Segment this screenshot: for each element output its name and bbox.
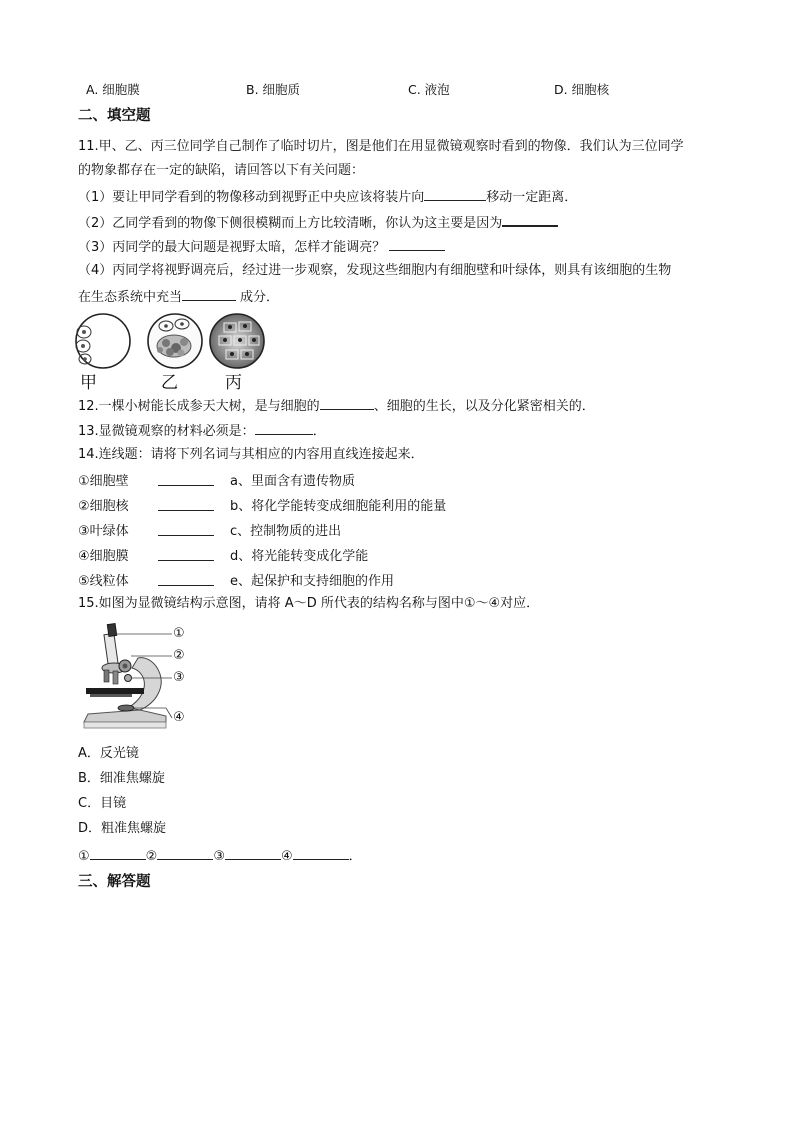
option-a: A. 细胞膜: [86, 82, 140, 97]
answer-blank[interactable]: [320, 396, 374, 410]
field-label-yi: 乙: [161, 373, 178, 393]
field-bing: [210, 314, 264, 368]
q14-desc: c、控制物质的进出: [230, 524, 342, 539]
answer-blank[interactable]: [389, 237, 445, 251]
match-blank[interactable]: [158, 560, 214, 561]
field-jia: [76, 314, 130, 368]
answer-blank[interactable]: [225, 846, 281, 860]
answer-marker: ①: [78, 849, 90, 864]
q12-text: 12.一棵小树能长成参天大树，是与细胞的: [78, 399, 320, 414]
marker-1: ①: [173, 626, 185, 641]
match-blank[interactable]: [158, 485, 214, 486]
marker-3: ③: [173, 670, 185, 685]
marker-2: ②: [173, 648, 185, 663]
q12-tail: 、细胞的生长，以及分化紧密相关的．: [373, 399, 595, 414]
answer-blank[interactable]: [255, 421, 313, 435]
q15-answer-line: [78, 846, 362, 866]
q15-title: 15.如图为显微镜结构示意图，请将 A～D 所代表的结构名称与图中①～④对应．: [78, 596, 540, 611]
answer-blank[interactable]: [182, 287, 236, 301]
q11-part1: [78, 187, 577, 207]
q13-line: [78, 421, 326, 441]
option-d: D. 细胞核: [554, 82, 610, 97]
q12-line: [78, 396, 595, 416]
q11-part4: （4）丙同学将视野调亮后，经过进一步观察，发现这些细胞内有细胞壁和叶绿体，则具有该细胞的生物: [78, 263, 672, 278]
match-blank[interactable]: [158, 535, 214, 536]
answer-blank[interactable]: [502, 212, 558, 227]
q11-part2-text: （2）乙同学看到的物像下侧很模糊而上方比较清晰，你认为这主要是因为: [78, 216, 503, 231]
section-heading-fill-blank: 二、填空题: [78, 108, 151, 124]
answer-marker: ④: [280, 849, 293, 864]
q11-part3-text: （3）丙同学的最大问题是视野太暗，怎样才能调亮？: [78, 240, 386, 255]
q11-part4-cont: [78, 287, 279, 307]
field-label-bing: 丙: [225, 373, 242, 393]
match-blank[interactable]: [158, 585, 214, 586]
field-yi: [148, 314, 202, 368]
q11-part4-tail: 成分．: [240, 290, 280, 305]
q11-line2: 的物象都存在一定的缺陷，请回答以下有关问题：: [78, 163, 365, 178]
answer-blank[interactable]: [90, 846, 146, 860]
section-heading-answer: 三、解答题: [78, 874, 151, 890]
q14-title: 14.连线题：请将下列名词与其相应的内容用直线连接起来．: [78, 447, 424, 462]
q14-desc: e、起保护和支持细胞的作用: [230, 574, 394, 589]
q14-term: ②细胞核: [78, 499, 129, 514]
q14-term: ④细胞膜: [78, 549, 129, 564]
q11-part2: [78, 212, 558, 233]
answer-marker: ②: [145, 849, 158, 864]
answer-marker: ③: [213, 849, 225, 864]
q11-part1-tail: 移动一定距离．: [486, 190, 578, 205]
q14-desc: b、将化学能转变成细胞能利用的能量: [230, 499, 447, 514]
answer-blank[interactable]: [424, 187, 486, 201]
answer-blank[interactable]: [293, 846, 349, 860]
q13-tail: ．: [312, 424, 326, 439]
q13-text: 13.显微镜观察的材料必须是：: [78, 424, 255, 439]
q11-part4-text: 在生态系统中充当: [78, 290, 183, 305]
q14-term: ⑤线粒体: [78, 574, 129, 589]
field-label-jia: 甲: [80, 373, 97, 393]
q14-desc: a、里面含有遗传物质: [230, 474, 355, 489]
q15-option-c: C．目镜: [78, 796, 127, 811]
q14-term: ③叶绿体: [78, 524, 129, 539]
match-blank[interactable]: [158, 510, 214, 511]
q14-term: ①细胞壁: [78, 474, 129, 489]
option-b: B. 细胞质: [246, 82, 301, 97]
q15-option-d: D．粗准焦螺旋: [78, 821, 167, 836]
marker-4: ④: [173, 710, 185, 725]
option-c: C. 液泡: [408, 82, 450, 97]
q15-option-b: B．细准焦螺旋: [78, 771, 165, 786]
answer-period: ．: [348, 849, 362, 864]
q11-part3: [78, 237, 445, 257]
microscope-fields-figure: [74, 310, 274, 372]
q11-line1: 11.甲、乙、丙三位同学自己制作了临时切片，图是他们在用显微镜观察时看到的物像．我们认为三位同学: [78, 139, 684, 154]
q15-option-a: A．反光镜: [78, 746, 139, 761]
q14-desc: d、将光能转变成化学能: [230, 549, 369, 564]
answer-blank[interactable]: [157, 846, 213, 860]
q11-part1-text: （1）要让甲同学看到的物像移动到视野正中央应该将装片向: [78, 190, 425, 205]
